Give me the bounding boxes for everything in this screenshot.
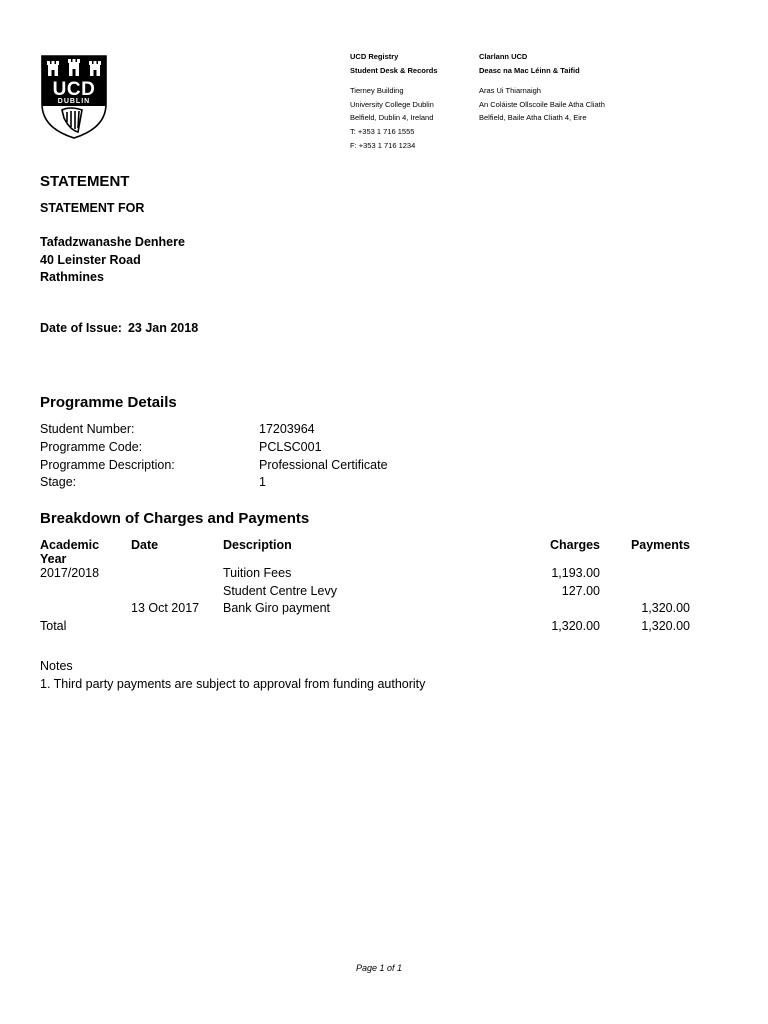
table-row [40,601,690,619]
cell-year [40,584,131,602]
notes-heading: Notes [40,659,73,673]
detail-row [40,421,440,439]
issue-date: 23 Jan 2018 [127,321,199,335]
recipient-name: Tafadzwanashe Denhere [40,235,185,249]
registry-address-ga [479,50,605,125]
programme-details-heading: Programme Details [40,394,177,411]
detail-label: Programme Code: [40,439,143,454]
breakdown-heading: Breakdown of Charges and Payments [40,510,310,527]
detail-label: Programme Description: [40,457,175,472]
cell-charges [523,601,600,619]
cell-description: Bank Giro payment [223,601,330,615]
registry-fax: F: +353 1 716 1234 [350,140,416,150]
recipient-address [40,234,185,287]
table-row [40,566,690,584]
cell-date [131,566,223,584]
total-charges: 1,320.00 [551,618,600,633]
col-description: Description [223,538,292,552]
registry-line-en: Tierney Building [350,86,404,96]
registry-dept-ga: Deasc na Mac Léinn & Taifid [479,65,580,75]
stage: 1 [259,475,266,490]
registry-name-en: UCD Registry [350,52,399,61]
registry-line-ga: Aras Ui Thiarnaigh [479,86,541,96]
registry-line-en: University College Dublin [350,99,434,109]
detail-row [40,439,440,457]
charges-table [40,538,690,636]
cell-description: Student Centre Levy [223,583,337,598]
table-total-row [40,619,690,637]
cell-date: 13 Oct 2017 [131,601,200,615]
col-payments: Payments [630,538,690,552]
detail-label: Stage: [40,475,77,490]
date-of-issue [40,321,198,335]
statement-for-label: STATEMENT FOR [40,201,145,215]
notes [40,657,425,693]
cell-charges: 1,193.00 [551,566,600,580]
cell-date [131,584,223,602]
cell-description: Tuition Fees [223,566,292,580]
registry-address-en [350,50,438,152]
detail-row [40,474,440,492]
page-number: Page 1 of 1 [355,963,403,973]
registry-line-en: Belfield, Dublin 4, Ireland [350,113,434,123]
cell-charges: 127.00 [561,583,600,598]
cell-year [40,601,131,619]
cell-year: 2017/2018 [40,566,100,580]
recipient-area: Rathmines [40,270,104,284]
logo-text-ucd: UCD [52,79,96,100]
cell-payments [600,566,690,584]
registry-line-ga: An Coláiste Ollscoile Baile Atha Cliath [479,99,605,109]
cell-payments [600,584,690,602]
table-row [40,584,690,602]
cell-payments: 1,320.00 [641,601,690,615]
total-payments: 1,320.00 [641,618,690,633]
detail-row [40,457,440,475]
logo-text-dublin: DUBLIN [57,98,91,105]
detail-label: Student Number: [40,422,135,436]
note-item: 1. Third party payments are subject to approval from funding authority [40,677,426,691]
student-number: 17203964 [259,422,315,436]
registry-name-ga: Clarlann UCD [479,52,528,61]
issue-label: Date of Issue: [40,321,122,335]
col-academic-year [40,538,131,566]
registry-dept-en: Student Desk & Records [350,65,438,75]
statement-title: STATEMENT [40,173,130,190]
col-academic-year-line2: Year [40,552,67,566]
ucd-logo [40,52,108,140]
col-date: Date [131,538,159,552]
table-header-row [40,538,690,566]
total-label: Total [40,618,67,633]
programme-code: PCLSC001 [259,439,322,454]
programme-description: Professional Certificate [259,457,388,472]
programme-details [40,421,440,492]
col-charges: Charges [549,538,600,552]
registry-line-ga: Belfield, Baile Atha Cliath 4, Eire [479,113,587,123]
recipient-street: 40 Leinster Road [40,252,141,267]
col-academic-year-line1: Academic [40,538,100,552]
registry-phone: T: +353 1 716 1555 [350,126,415,136]
